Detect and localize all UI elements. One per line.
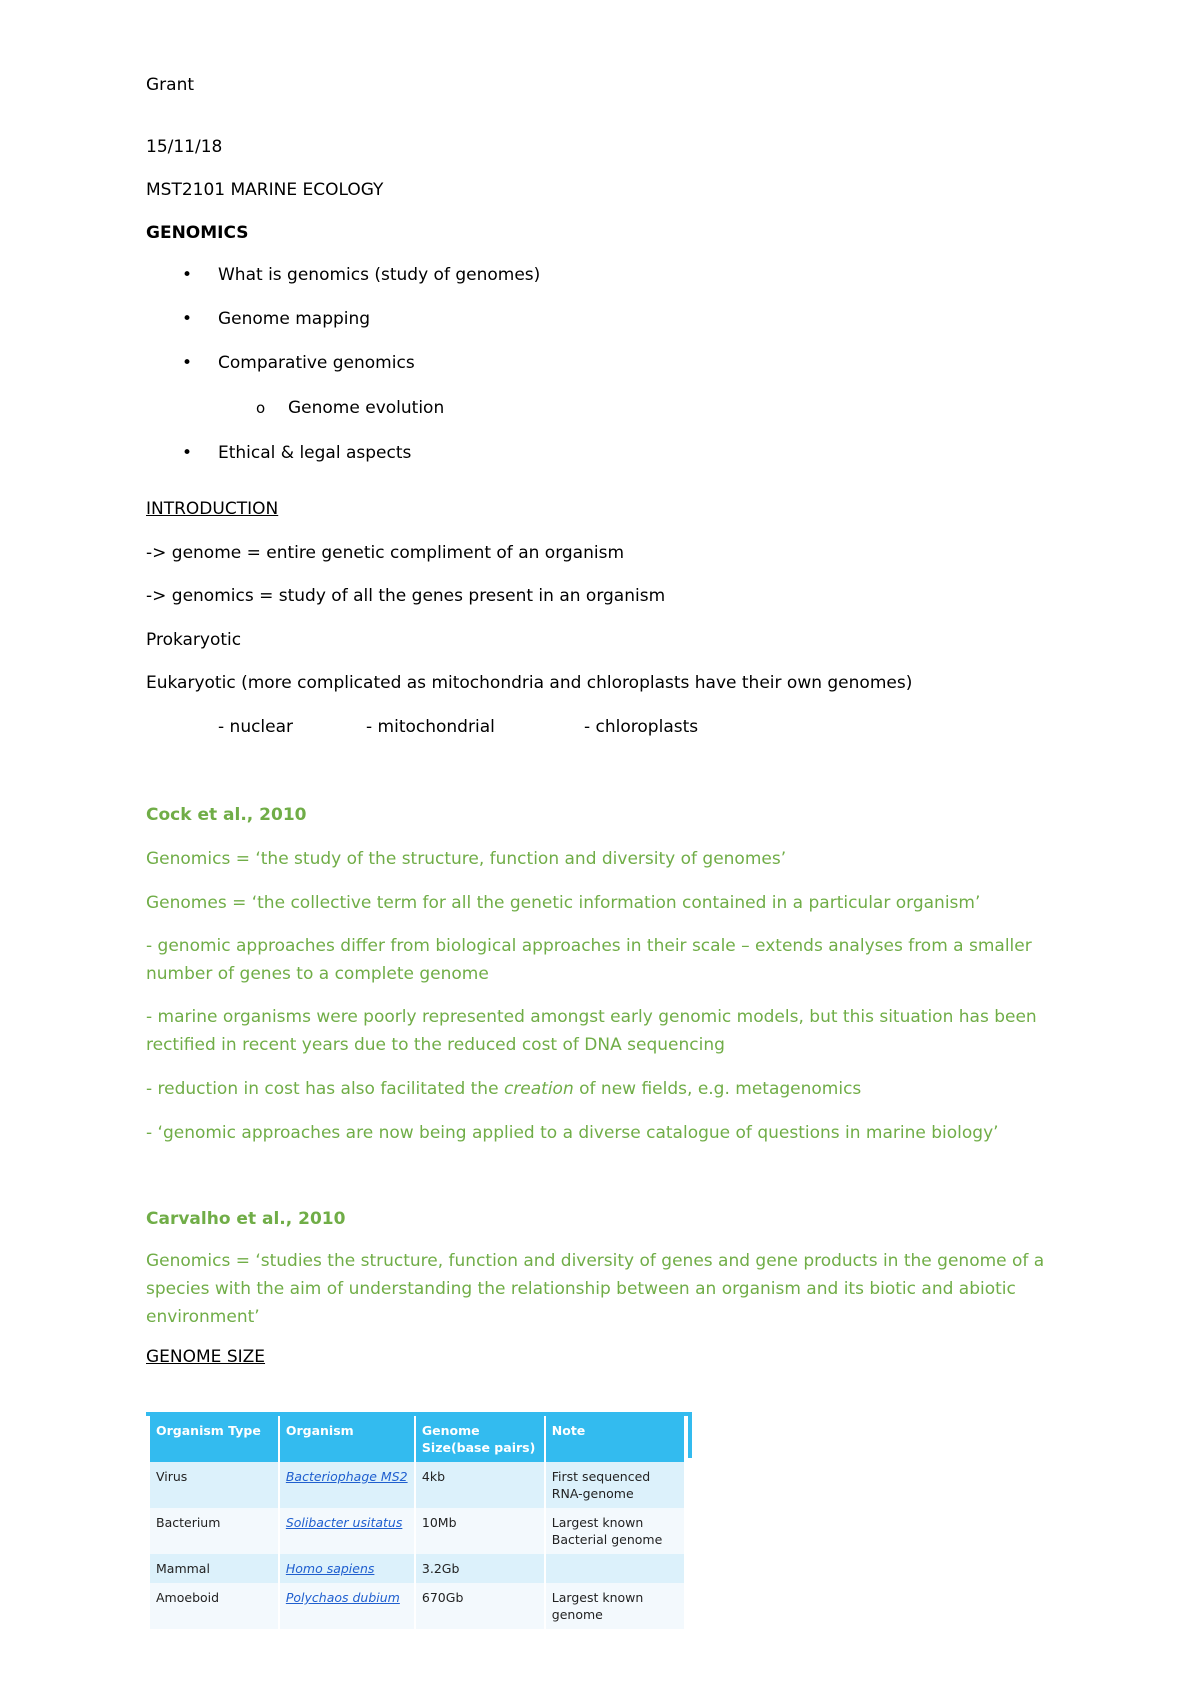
table-row: Virus Bacteriophage MS2 4kb First sequenced RNA-genome [150, 1462, 685, 1508]
cock-heading: Cock et al., 2010 [146, 805, 307, 825]
course-title: MST2101 MARINE ECOLOGY [146, 180, 384, 200]
organism-link[interactable]: Polychaos dubium [279, 1583, 415, 1629]
cock-scale-note: - genomic approaches differ from biological approaches in their scale – extends analyses from a smaller number of genes to a complete genome [146, 936, 1032, 984]
organism-link[interactable]: Bacteriophage MS2 [279, 1462, 415, 1508]
organism-link[interactable]: Solibacter usitatus [279, 1508, 415, 1554]
genomics-definition: -> genomics = study of all the genes present in an organism [146, 586, 666, 606]
bullet-icon: • [182, 443, 193, 463]
genome-type-nuclear: - nuclear [218, 717, 294, 737]
column-header: Organism [279, 1416, 415, 1462]
genome-type-chloroplasts: - chloroplasts [584, 717, 699, 737]
cock-quote: - ‘genomic approaches are now being applied to a diverse catalogue of questions in marine biology’ [146, 1123, 999, 1143]
table-header-row [150, 1416, 685, 1462]
author-name: Grant [146, 75, 195, 95]
table-row: Mammal Homo sapiens 3.2Gb [150, 1554, 685, 1583]
carvalho-definition: Genomics = ‘studies the structure, function and diversity of genes and gene products in the genome of a species with the aim of understanding the relationship between an organism and its biotic and abiotic environment’ [146, 1251, 1045, 1327]
sub-bullet-icon: o [256, 399, 266, 417]
column-header: Note [545, 1416, 685, 1462]
table-row: Bacterium Solibacter usitatus 10Mb Largest known Bacterial genome [150, 1508, 685, 1554]
lecture-date: 15/11/18 [146, 137, 223, 157]
table-right-border [688, 1412, 692, 1458]
eukaryotic-label: Eukaryotic (more complicated as mitochondria and chloroplasts have their own genomes) [146, 673, 913, 693]
genome-definition: -> genome = entire genetic compliment of an organism [146, 543, 625, 563]
table-row: Amoeboid Polychaos dubium 670Gb Largest known genome [150, 1583, 685, 1629]
prokaryotic-label: Prokaryotic [146, 630, 242, 650]
cock-marine-note: - marine organisms were poorly represented amongst early genomic models, but this situation has been rectified in recent years due to the reduced cost of DNA sequencing [146, 1007, 1037, 1055]
column-header: Genome Size(base pairs) [415, 1416, 545, 1462]
topic-title: GENOMICS [146, 223, 249, 243]
cock-genomics-definition: Genomics = ‘the study of the structure, function and diversity of genomes’ [146, 849, 787, 869]
genome-type-mitochondrial: - mitochondrial [366, 717, 495, 737]
organism-link[interactable]: Homo sapiens [279, 1554, 415, 1583]
introduction-heading: INTRODUCTION [146, 499, 279, 519]
column-header: Organism Type [150, 1416, 279, 1462]
bullet-icon: • [182, 309, 193, 329]
genome-size-heading: GENOME SIZE [146, 1347, 266, 1367]
genome-size-table [150, 1416, 686, 1629]
bullet-icon: • [182, 353, 193, 373]
cock-genomes-definition: Genomes = ‘the collective term for all the genetic information contained in a particular organism’ [146, 893, 981, 913]
bullet-icon: • [182, 265, 193, 285]
carvalho-heading: Carvalho et al., 2010 [146, 1209, 346, 1229]
cock-cost-note: - reduction in cost has also facilitated the creation of new fields, e.g. metagenomics [146, 1079, 862, 1099]
